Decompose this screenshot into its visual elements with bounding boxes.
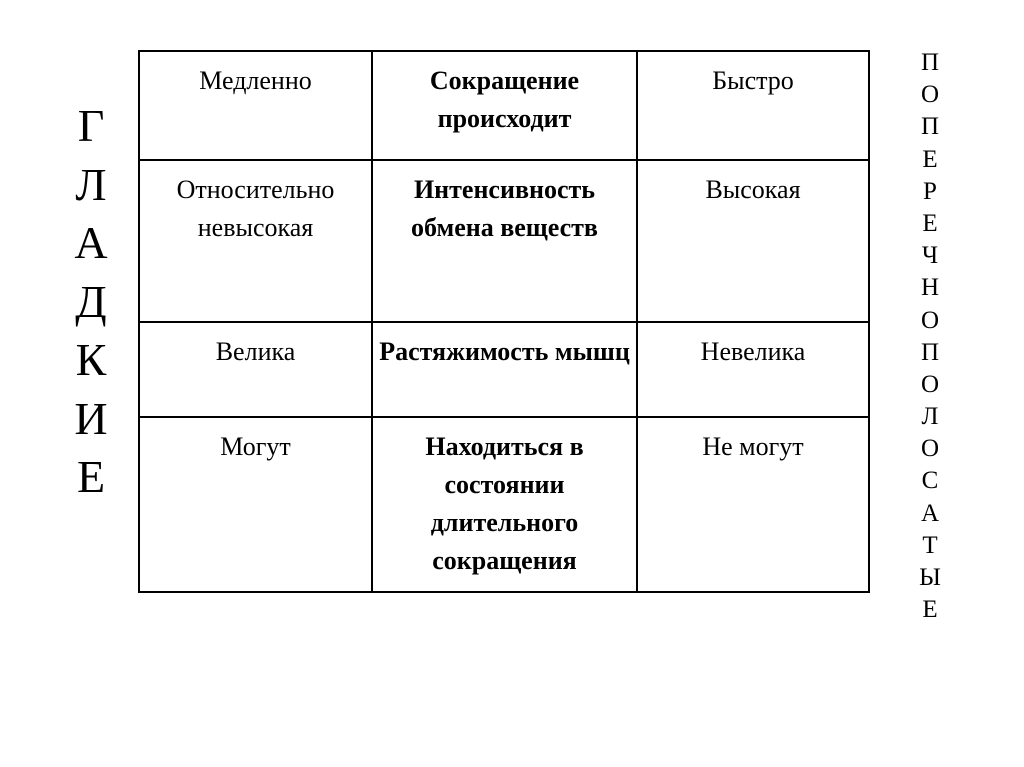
property-cell: Интенсивность обмена веществ <box>372 160 637 322</box>
smooth-cell: Относительно невысокая <box>139 160 372 322</box>
letter: О <box>920 81 940 109</box>
comparison-table <box>138 50 870 593</box>
letter: П <box>920 113 940 141</box>
letter: О <box>920 306 940 334</box>
table-row <box>139 417 869 592</box>
smooth-cell: Велика <box>139 322 372 417</box>
property-cell: Находиться в состоянии длительного сокращения <box>372 417 637 592</box>
letter: К <box>75 334 107 385</box>
table-row <box>139 160 869 322</box>
striated-cell: Высокая <box>637 160 869 322</box>
letter: Н <box>920 274 940 302</box>
letter: П <box>920 338 940 366</box>
property-cell: Растяжимость мышц <box>372 322 637 417</box>
striated-cell: Быстро <box>637 51 869 160</box>
smooth-cell: Медленно <box>139 51 372 160</box>
letter: С <box>921 467 939 495</box>
letter: Р <box>923 177 937 205</box>
table-row <box>139 322 869 417</box>
letter: Е <box>76 451 106 502</box>
letter: Л <box>75 158 107 210</box>
letter: Е <box>922 596 938 624</box>
letter: Г <box>77 100 105 151</box>
letter: П <box>920 49 940 76</box>
letter: А <box>920 499 940 527</box>
letter: Е <box>922 145 938 173</box>
striated-cell: Невелика <box>637 322 869 417</box>
letter: Е <box>922 209 938 237</box>
smooth-muscle-vertical-label <box>66 100 116 513</box>
striated-muscle-vertical-label <box>912 50 948 629</box>
smooth-cell: Могут <box>139 417 372 592</box>
table-row <box>139 51 869 160</box>
letter: О <box>920 370 940 398</box>
property-cell: Сокращение происходит <box>372 51 637 160</box>
letter: И <box>74 392 108 444</box>
letter: А <box>74 217 108 268</box>
striated-cell: Не могут <box>637 417 869 592</box>
letter: Т <box>922 531 938 559</box>
letter: Д <box>75 275 107 327</box>
letter: Л <box>921 403 939 431</box>
letter: Ы <box>919 564 941 591</box>
letter: Ч <box>921 242 939 270</box>
letter: О <box>920 435 940 463</box>
